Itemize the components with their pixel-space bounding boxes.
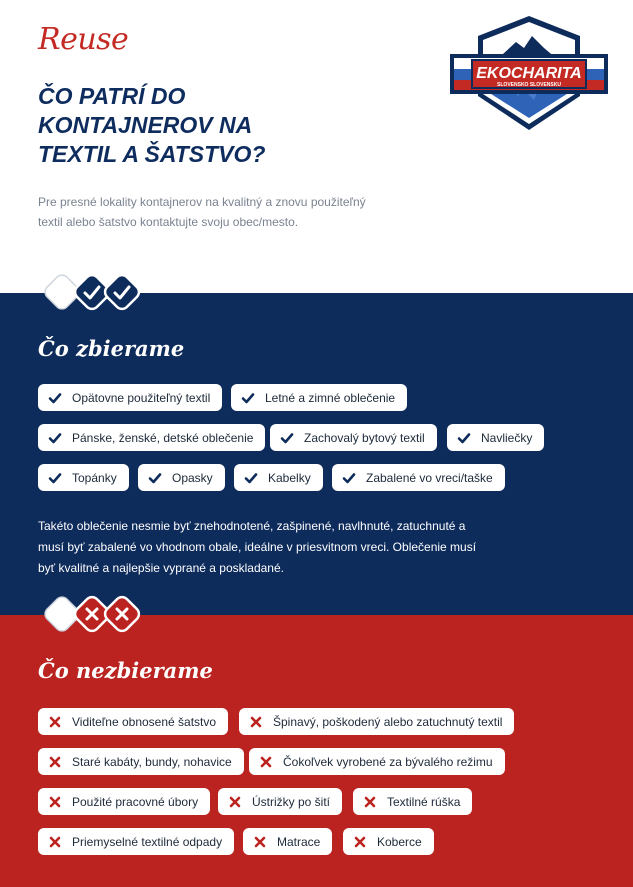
item-chip [38,748,244,775]
title-line: ČO PATRÍ DO [38,83,186,109]
note-line: byť kvalitné a najlepšie vyprané a poskladané. [38,561,284,575]
check-icon [48,431,62,445]
check-icon [48,391,62,405]
cross-icon [353,835,367,849]
item-label: Priemyselné textilné odpady [72,834,223,849]
cross-icon [363,795,377,809]
item-label: Koberce [377,834,422,849]
title-line: TEXTIL A ŠATSTVO? [38,141,266,167]
cross-icon [253,835,267,849]
item-label: Topánky [72,470,117,485]
item-label: Opätovne použiteľný textil [72,390,211,405]
item-chip [239,708,514,735]
intro-text [38,192,378,232]
item-label: Opasky [172,470,213,485]
item-label: Pánske, ženské, detské oblečenie [72,430,254,445]
cross-icon [48,835,62,849]
intro-line: textil alebo šatstvo kontaktujte svoju obec/mesto. [38,215,299,229]
check-icon [148,471,162,485]
header-section [0,0,633,293]
item-chip [234,464,323,491]
item-chip [353,788,472,815]
item-label: Ústrižky po šití [252,794,331,809]
note-line: Takéto oblečenie nesmie byť znehodnotené, zašpinené, navlhnuté, zatuchnuté a [38,519,466,533]
item-label: Čokoľvek vyrobené za bývalého režimu [283,754,493,769]
item-label: Staré kabáty, bundy, nohavice [72,754,232,769]
item-label: Viditeľne obnosené šatstvo [72,714,217,729]
intro-line: Pre presné lokality kontajnerov na kvalitný a znovu použiteľný [38,195,366,209]
check-icon [241,391,255,405]
cross-icon [249,715,263,729]
item-label: Kabelky [268,470,311,485]
item-label: Použité pracovné úbory [72,794,199,809]
check-icon [457,431,471,445]
item-chip [218,788,342,815]
item-chip [249,748,505,775]
check-icon [48,471,62,485]
reuse-heading: Reuse [38,22,129,57]
reject-title: Čo nezbierame [38,658,213,683]
item-label: Matrace [277,834,321,849]
item-chip [38,464,129,491]
cross-icon [48,795,62,809]
item-chip [447,424,544,451]
check-icon [244,471,258,485]
cross-icon [48,755,62,769]
cross-icon [259,755,273,769]
cross-icon [228,795,242,809]
check-icon [342,471,356,485]
collect-title: Čo zbierame [38,336,185,361]
item-chip [38,828,234,855]
item-chip [343,828,434,855]
collect-note [38,516,488,579]
check-icon [280,431,294,445]
item-chip [270,424,437,451]
item-chip [138,464,225,491]
item-chip [38,424,265,451]
reject-badges [42,592,152,640]
item-label: Špinavý, poškodený alebo zatuchnutý textil [273,714,503,729]
item-label: Zabalené vo vreci/taške [366,470,493,485]
page-title [38,82,368,169]
item-chip [38,384,222,411]
cross-icon [48,715,62,729]
logo-name: EKOCHARITA [476,65,582,82]
title-line: KONTAJNEROV NA [38,112,253,138]
note-line: musí byť zabalené vo vhodnom obale, ideálne v priesvitnom vreci. Oblečenie musí [38,540,477,554]
item-label: Zachovalý bytový textil [304,430,425,445]
item-label: Textilné rúška [387,794,461,809]
item-chip [243,828,332,855]
collect-badges [42,270,152,318]
item-chip [332,464,505,491]
item-chip [231,384,407,411]
item-label: Letné a zimné oblečenie [265,390,396,405]
item-chip [38,788,210,815]
ekocharita-logo [448,14,610,134]
item-label: Navliečky [481,430,533,445]
item-chip [38,708,228,735]
logo-sub: SLOVENSKO SLOVENSKU [497,82,561,88]
